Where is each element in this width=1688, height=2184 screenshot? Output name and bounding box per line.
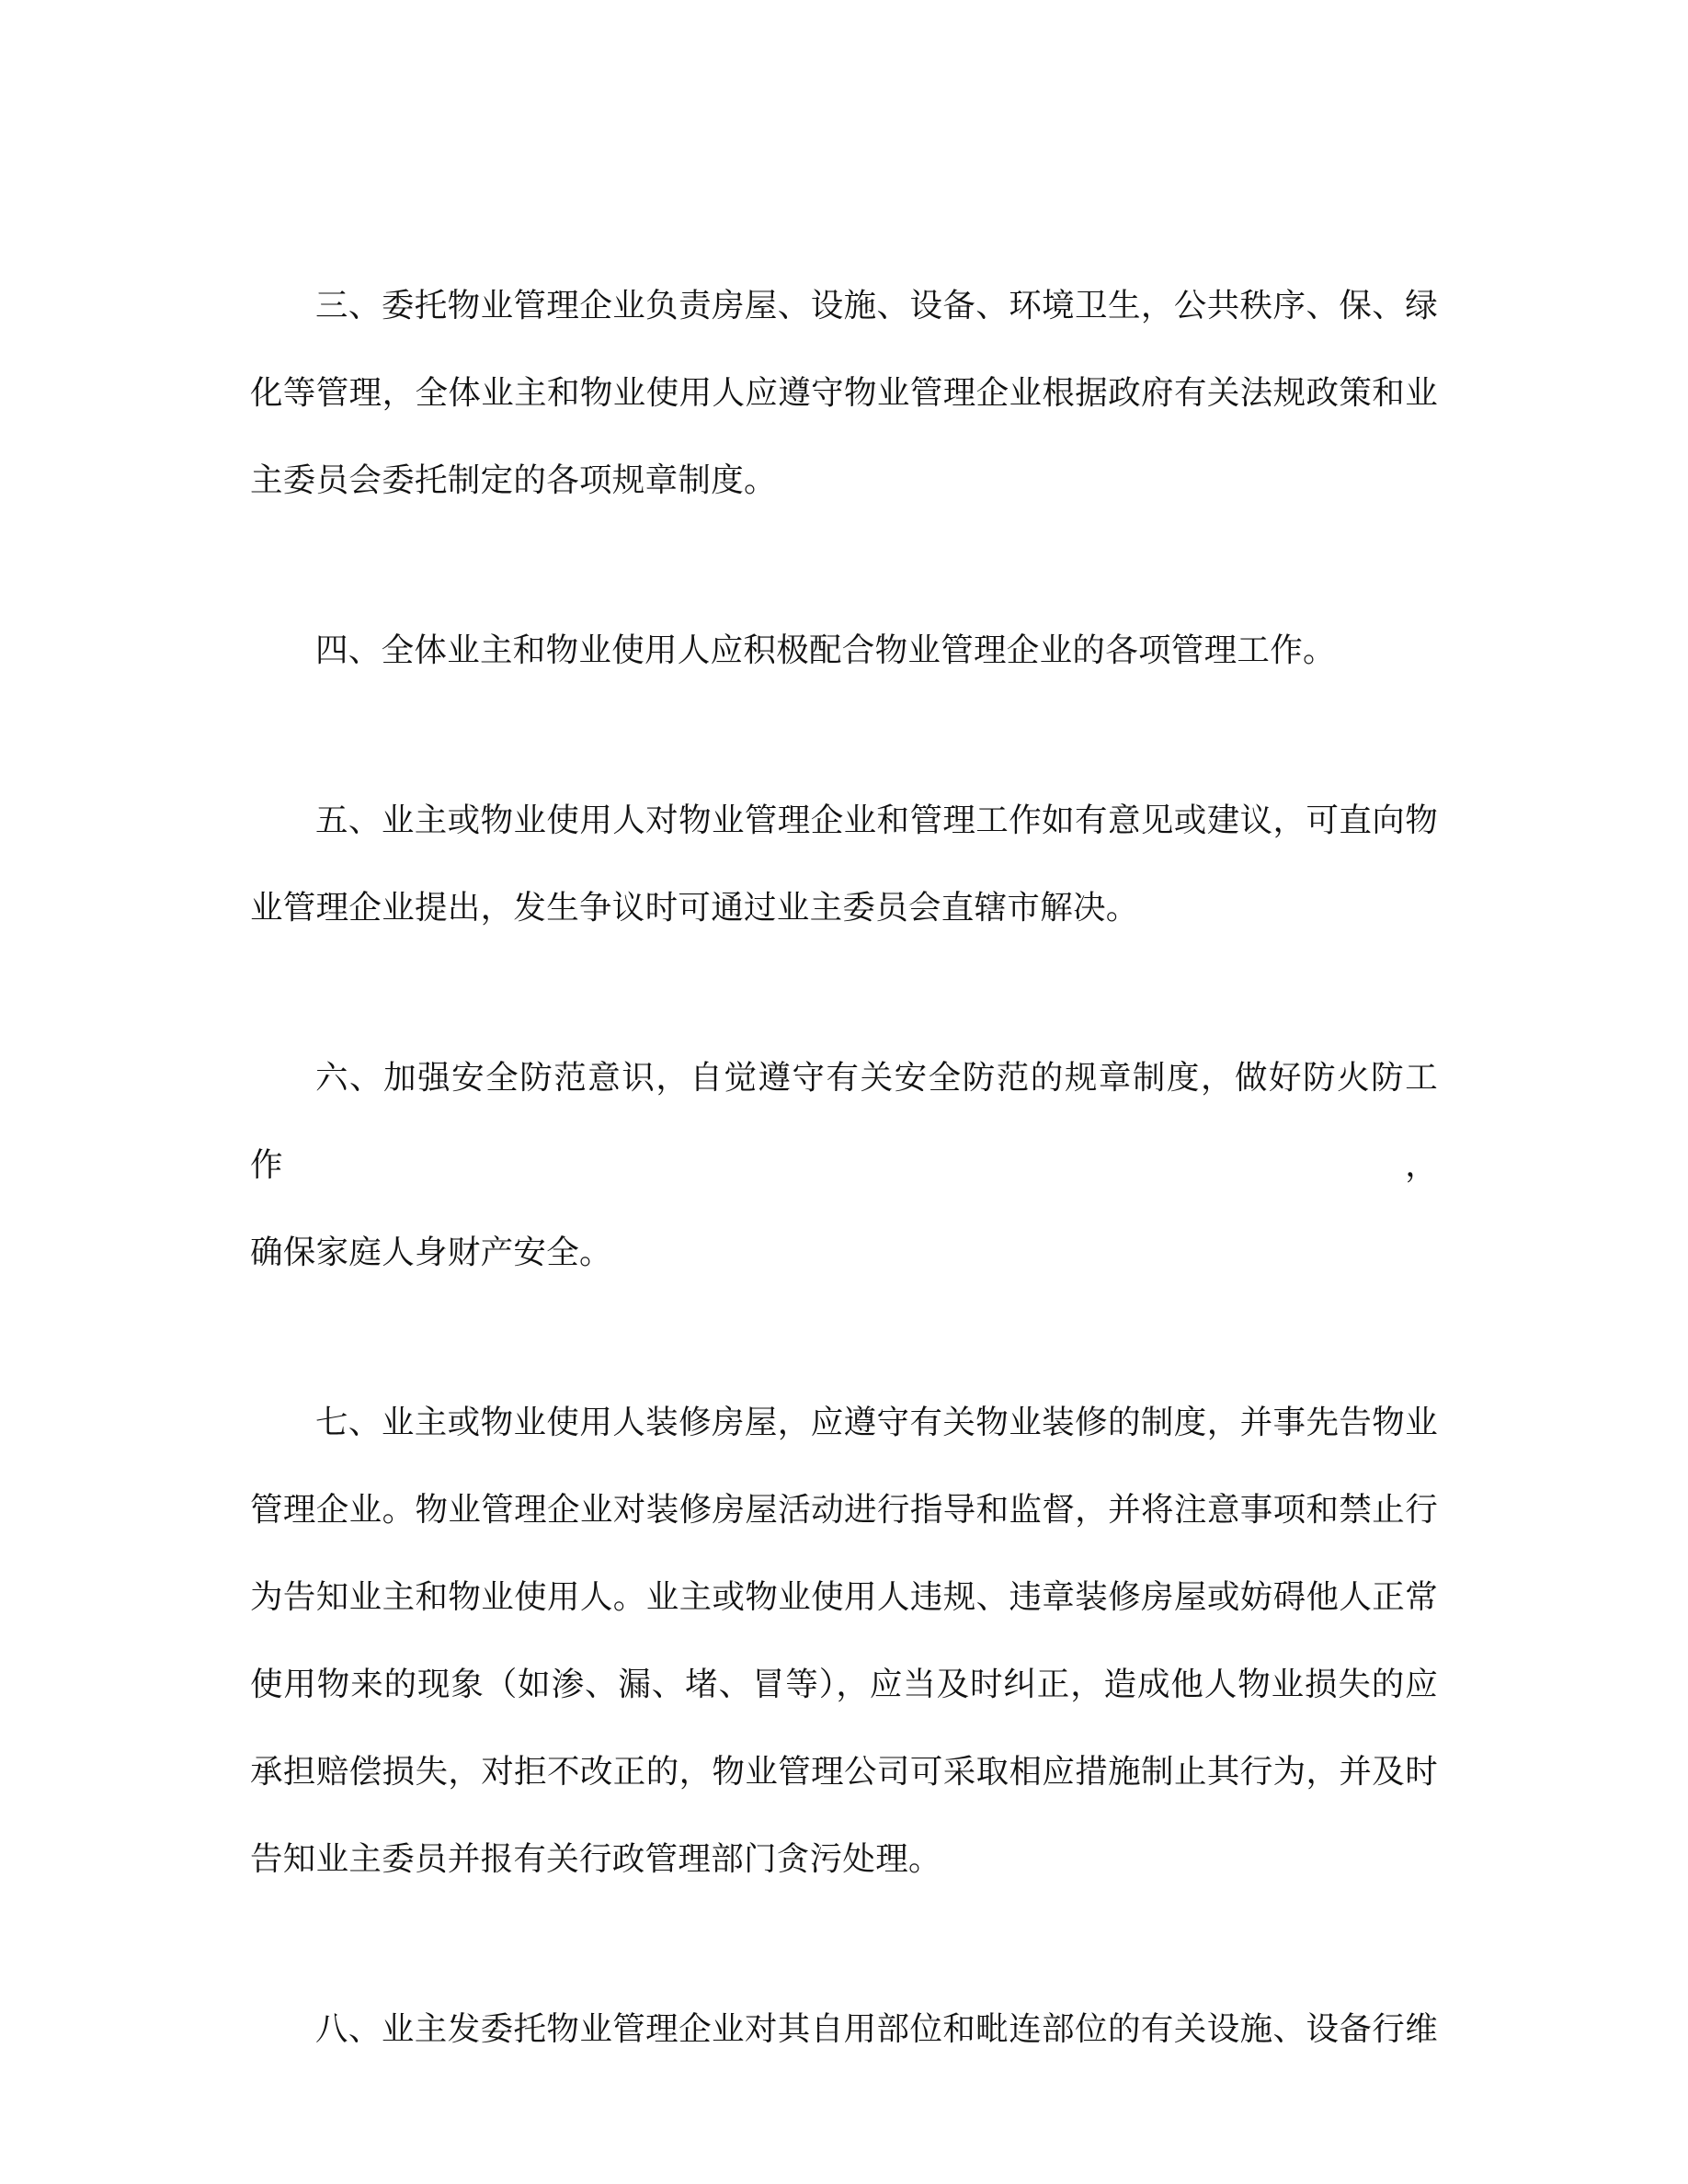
- paragraph-item-6: [250, 1034, 1438, 1296]
- text-line: 业管理企业提出，发生争议时可通过业主委员会直辖市解决。: [250, 889, 1139, 926]
- text-line: 为告知业主和物业使用人。业主或物业使用人违规、违章装修房屋或妨碍他人正常: [250, 1578, 1438, 1615]
- paragraph-item-7: [250, 1379, 1438, 1903]
- document-body: [250, 262, 1438, 2156]
- text-line: 七、业主或物业使用人装修房屋，应遵守有关物业装修的制度，并事先告物业: [315, 1404, 1438, 1440]
- text-line: 八、业主发委托物业管理企业对其自用部位和毗连部位的有关设施、设备行维: [315, 2010, 1438, 2047]
- text-line: 告知业主委员并报有关行政管理部门贪污处理。: [250, 1840, 941, 1877]
- text-line: 主委员会委托制定的各项规章制度。: [250, 461, 777, 498]
- paragraph-item-3: [250, 262, 1438, 524]
- text-line: 化等管理，全体业主和物业使用人应遵守物业管理企业根据政府有关法规政策和业: [250, 374, 1438, 411]
- text-line: 管理企业。物业管理企业对装修房屋活动进行指导和监督，并将注意事项和禁止行: [250, 1491, 1438, 1528]
- text-line: 五、业主或物业使用人对物业管理企业和管理工作如有意见或建议，可直向物: [315, 802, 1438, 838]
- text-line: 六、加强安全防范意识，自觉遵守有关安全防范的规章制度，做好防火防工作，: [250, 1059, 1438, 1183]
- paragraph-item-4: [250, 607, 1438, 694]
- text-line: 三、委托物业管理企业负责房屋、设施、设备、环境卫生，公共秩序、保、绿: [315, 287, 1438, 324]
- text-line: 使用物来的现象（如渗、漏、堵、冒等），应当及时纠正，造成他人物业损失的应: [250, 1666, 1438, 1702]
- text-line: 确保家庭人身财产安全。: [250, 1234, 612, 1270]
- text-line: 承担赔偿损失，对拒不改正的，物业管理公司可采取相应措施制止其行为，并及时: [250, 1753, 1438, 1790]
- paragraph-item-5: [250, 777, 1438, 951]
- text-line: 四、全体业主和物业使用人应积极配合物业管理企业的各项管理工作。: [315, 631, 1336, 668]
- paragraph-item-8: [250, 1985, 1438, 2073]
